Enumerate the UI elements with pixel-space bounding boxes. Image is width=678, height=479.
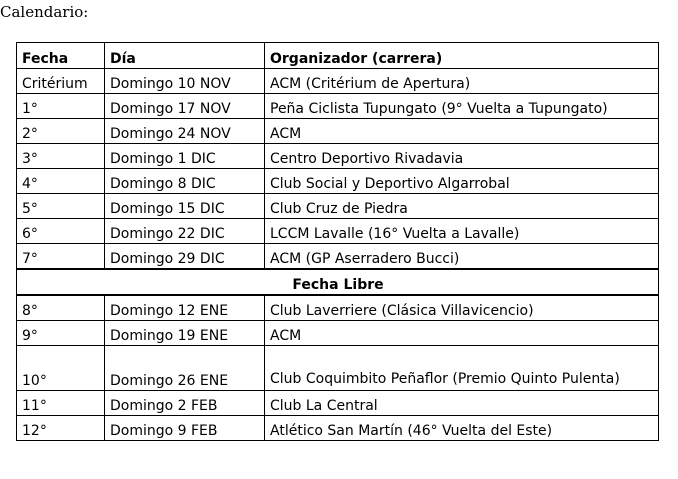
cell-organizador: ACM [265, 321, 659, 346]
cell-organizador: Atlético San Martín (46° Vuelta del Este) [265, 416, 659, 441]
cell-fecha: 11° [17, 391, 105, 416]
cell-dia: Domingo 9 FEB [105, 416, 265, 441]
cell-dia: Domingo 2 FEB [105, 391, 265, 416]
cell-fecha: 1° [17, 94, 105, 119]
cell-organizador: Club Cruz de Piedra [265, 194, 659, 219]
header-dia: Día [105, 43, 265, 69]
free-date-row [17, 269, 659, 295]
cell-dia: Domingo 15 DIC [105, 194, 265, 219]
table-row [17, 144, 659, 169]
table-row [17, 416, 659, 441]
cell-fecha: 12° [17, 416, 105, 441]
cell-organizador: Club Social y Deportivo Algarrobal [265, 169, 659, 194]
cell-organizador: Club Coquimbito Peñaflor (Premio Quinto Pulenta) [265, 346, 659, 391]
cell-organizador: ACM [265, 119, 659, 144]
cell-organizador: Club La Central [265, 391, 659, 416]
cell-fecha: 10° [17, 346, 105, 391]
table-row [17, 244, 659, 270]
cell-organizador: Peña Ciclista Tupungato (9° Vuelta a Tupungato) [265, 94, 659, 119]
cell-fecha: 4° [17, 169, 105, 194]
table-row [17, 321, 659, 346]
table-row [17, 169, 659, 194]
cell-dia: Domingo 29 DIC [105, 244, 265, 270]
calendar-heading: Calendario: [0, 3, 89, 21]
cell-fecha: 7° [17, 244, 105, 270]
table-row [17, 119, 659, 144]
cell-fecha: 6° [17, 219, 105, 244]
table-header-row [17, 43, 659, 69]
cell-fecha: 9° [17, 321, 105, 346]
table-row [17, 391, 659, 416]
cell-dia: Domingo 22 DIC [105, 219, 265, 244]
cell-dia: Domingo 19 ENE [105, 321, 265, 346]
cell-fecha: 2° [17, 119, 105, 144]
cell-dia: Domingo 1 DIC [105, 144, 265, 169]
cell-dia: Domingo 24 NOV [105, 119, 265, 144]
cell-organizador: ACM (Critérium de Apertura) [265, 69, 659, 94]
cell-dia: Domingo 10 NOV [105, 69, 265, 94]
cell-dia: Domingo 17 NOV [105, 94, 265, 119]
cell-dia: Domingo 8 DIC [105, 169, 265, 194]
cell-dia: Domingo 12 ENE [105, 295, 265, 321]
cell-fecha: 5° [17, 194, 105, 219]
table-row [17, 194, 659, 219]
free-date-label: Fecha Libre [17, 269, 659, 295]
cell-organizador: Club Laverriere (Clásica Villavicencio) [265, 295, 659, 321]
table-row [17, 295, 659, 321]
table-row [17, 219, 659, 244]
calendar-table [16, 42, 659, 441]
cell-organizador: ACM (GP Aserradero Bucci) [265, 244, 659, 270]
table-row [17, 69, 659, 94]
table-row [17, 346, 659, 391]
header-fecha: Fecha [17, 43, 105, 69]
table-row [17, 94, 659, 119]
cell-dia: Domingo 26 ENE [105, 346, 265, 391]
cell-fecha: 8° [17, 295, 105, 321]
cell-organizador: Centro Deportivo Rivadavia [265, 144, 659, 169]
cell-fecha: Critérium [17, 69, 105, 94]
cell-fecha: 3° [17, 144, 105, 169]
cell-organizador: LCCM Lavalle (16° Vuelta a Lavalle) [265, 219, 659, 244]
header-organizador: Organizador (carrera) [265, 43, 659, 69]
